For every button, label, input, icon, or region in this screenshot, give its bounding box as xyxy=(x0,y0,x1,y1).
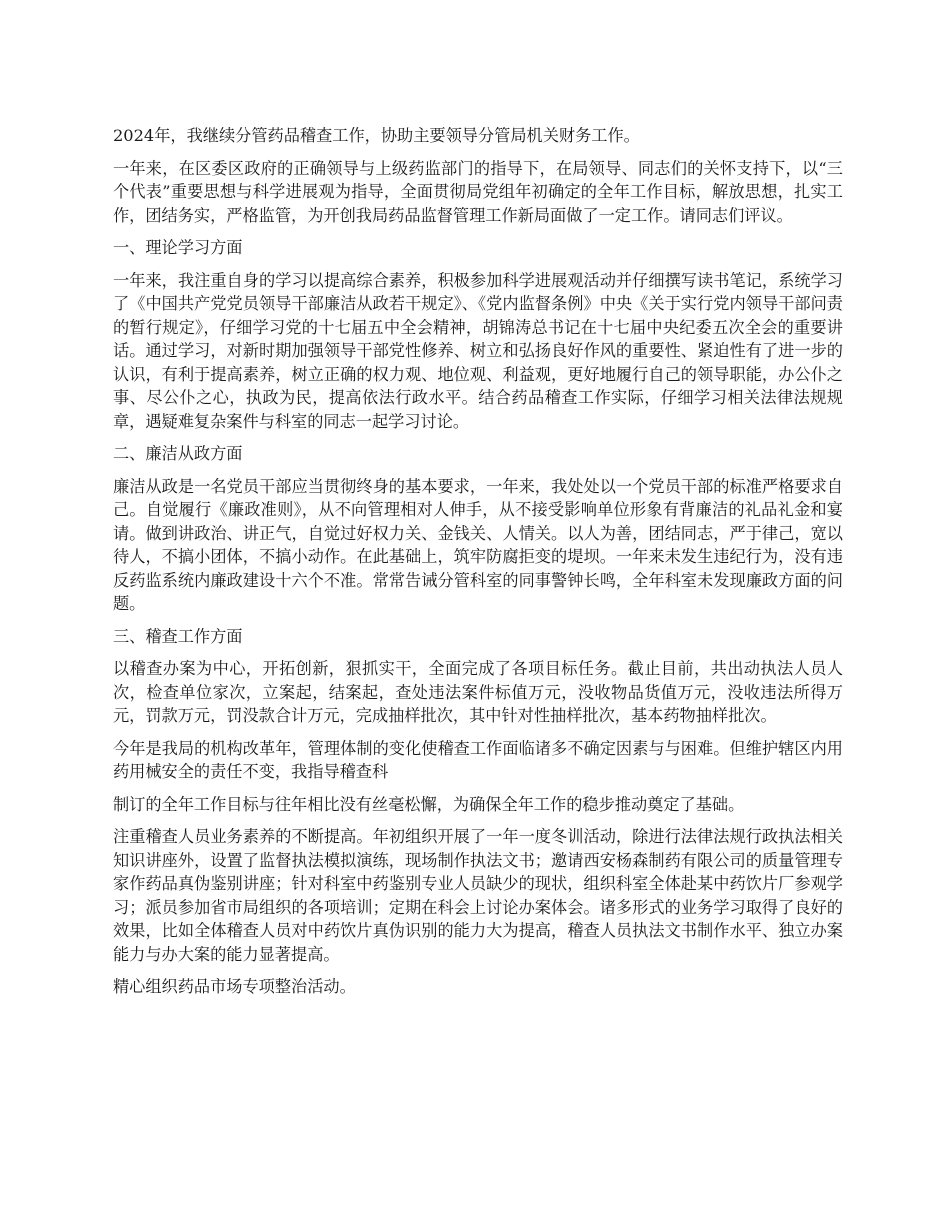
section-heading-theory: 一、理论学习方面 xyxy=(113,238,243,257)
integrity-paragraph: 廉洁从政是一名党员干部应当贯彻终身的基本要求，一年来，我处处以一个党员干部的标准严格要求自己。自觉履行《廉政准则》，从不向管理相对人伸手，从不接受影响单位形象有背廉洁的礼品礼金和宴请。做到讲政治、讲正气，自觉过好权力关、金钱关、人情关。以人为善，团结同志，严于律己，宽以待人，不搞小团体，不搞小动作。在此基础上，筑牢防腐拒变的堤坝。一年来未发生违纪行为，没有违反药监系统内廉政建设十六个不准。常常告诫分管科室的同事警钟长鸣，全年科室未发现廉政方面的问题。 xyxy=(113,476,843,613)
document-body xyxy=(113,124,843,1008)
intro-paragraph: 2024年，我继续分管药品稽查工作，协助主要领导分管局机关财务工作。 xyxy=(113,126,640,145)
section-heading-inspection: 三、稽查工作方面 xyxy=(113,626,243,646)
inspection-paragraph-2: 今年是我局的机构改革年，管理体制的变化使稽查工作面临诸多不确定因素与与困难。但维护辖区内用药用械安全的责任不变，我指导稽查科 xyxy=(113,738,843,781)
inspection-paragraph-1: 以稽查办案为中心，开拓创新，狠抓实干，全面完成了各项目标任务。截止目前，共出动执法人员人次，检查单位家次，立案起，结案起，查处违法案件标值万元，没收物品货值万元，没收违法所得万元，罚款万元，罚没款合计万元，完成抽样批次，其中针对性抽样批次，基本药物抽样批次。 xyxy=(113,659,843,725)
inspection-paragraph-3: 制订的全年工作目标与往年相比没有丝毫松懈，为确保全年工作的稳步推动奠定了基础。 xyxy=(113,794,745,814)
inspection-paragraph-5: 精心组织药品市场专项整治活动。 xyxy=(113,977,356,996)
inspection-paragraph-4: 注重稽查人员业务素养的不断提高。年初组织开展了一年一度冬训活动，除进行法律法规行政执法相关知识讲座外，设置了监督执法模拟演练，现场制作执法文书；邀请西安杨森制药有限公司的质量管理专家作药品真伪鉴别讲座；针对科室中药鉴别专业人员缺少的现状，组织科室全体赴某中药饮片厂参观学习；派员参加省市局组织的各项培训；定期在科会上讨论办案体会。诸多形式的业务学习取得了良好的效果，比如全体稽查人员对中药饮片真伪识别的能力大为提高，稽查人员执法文书制作水平、独立办案能力与办大案的能力显著提高。 xyxy=(113,827,843,964)
theory-paragraph: 一年来，我注重自身的学习以提高综合素养，积极参加科学进展观活动并仔细撰写读书笔记，系统学习了《中国共产党党员领导干部廉洁从政若干规定》、《党内监督条例》中央《关于实行党内领导干部问责的暂行规定》，仔细学习党的十七届五中全会精神，胡锦涛总书记在十七届中央纪委五次全会的重要讲话。通过学习，对新时期加强领导干部党性修养、树立和弘扬良好作风的重要性、紧迫性有了进一步的认识，有利于提高素养，树立正确的权力观、地位观、利益观，更好地履行自己的领导职能，办公仆之事、尽公仆之心，执政为民，提高依法行政水平。结合药品稽查工作实际，仔细学习相关法律法规规章，遇疑难复杂案件与科室的同志一起学习讨论。 xyxy=(113,270,843,431)
summary-paragraph: 一年来，在区委区政府的正确领导与上级药监部门的指导下，在局领导、同志们的关怀支持下，以“三个代表”重要思想与科学进展观为指导，全面贯彻局党组年初确定的全年工作目标，解放思想，扎实工作，团结务实，严格监管，为开创我局药品监督管理工作新局面做了一定工作。请同志们评议。 xyxy=(113,158,843,225)
section-heading-integrity: 二、廉洁从政方面 xyxy=(113,444,243,463)
